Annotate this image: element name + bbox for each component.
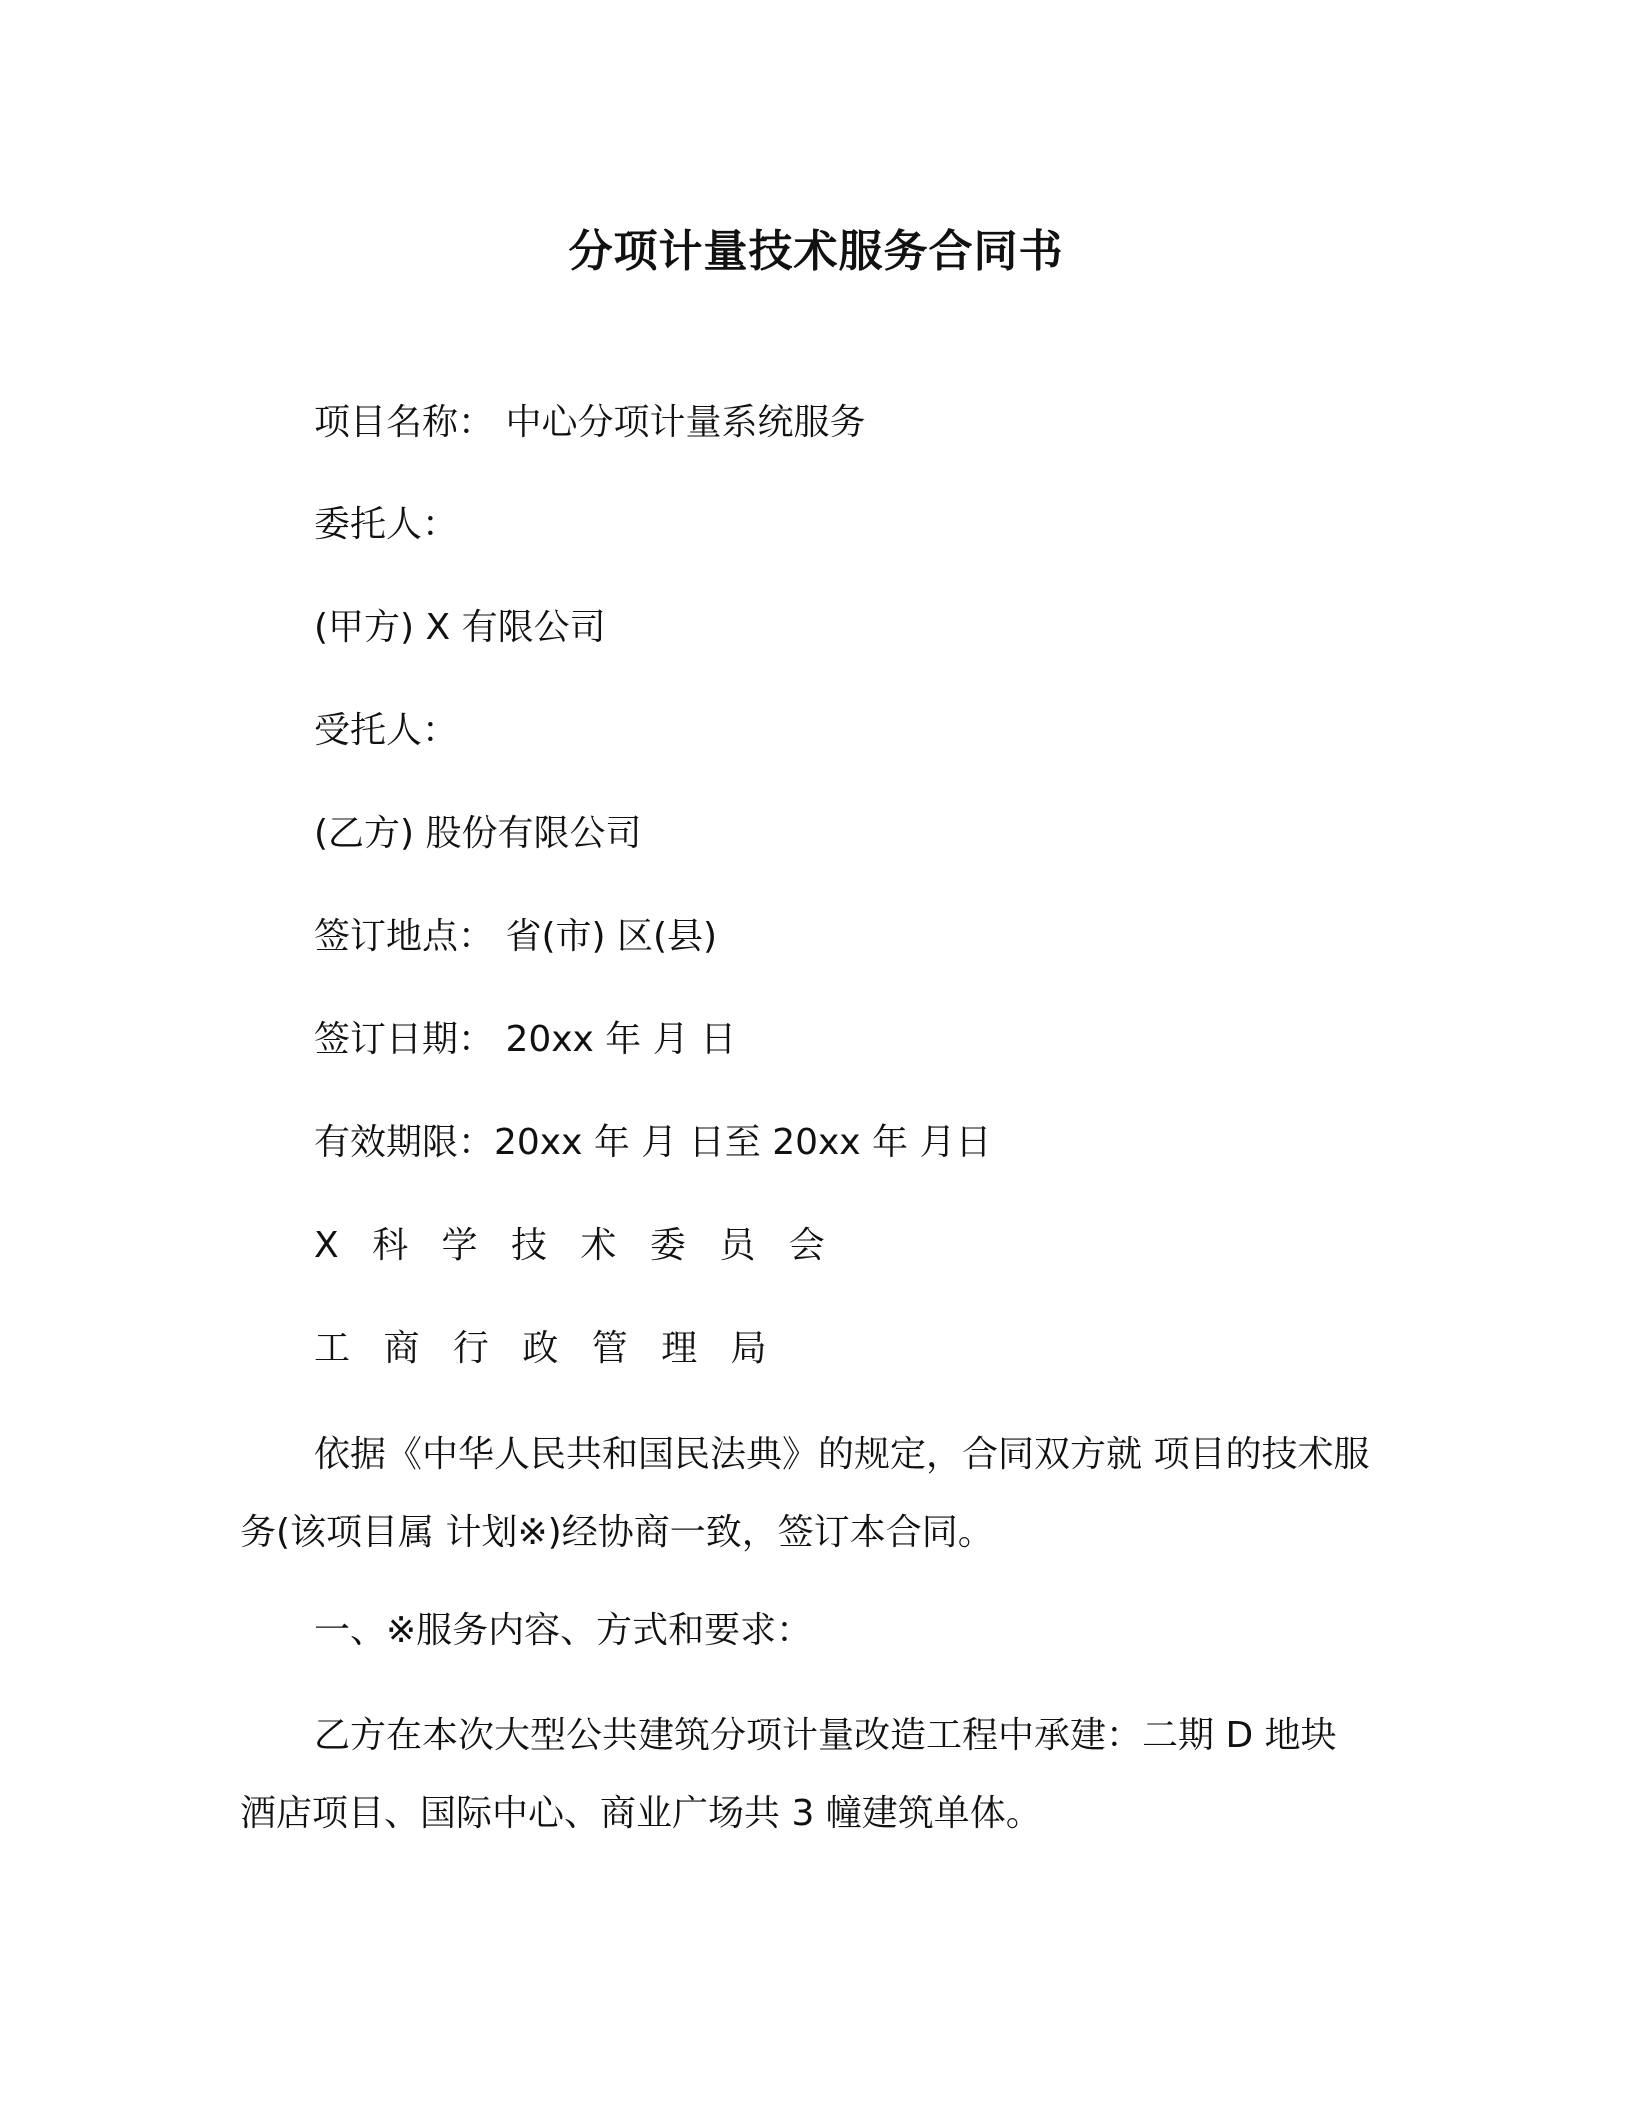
section1-heading: 一、※服务内容、方式和要求： — [314, 1610, 813, 1651]
section1-body-paragraph: 乙方在本次大型公共建筑分项计量改造工程中承建：二期 D 地块酒店项目、国际中心、商业广场共 3 幢建筑单体。 — [240, 1715, 1337, 1834]
signing-date-line: 签订日期： 20xx 年 月 日 — [314, 1019, 737, 1060]
contractor-label: 受托人： — [314, 710, 459, 751]
party-a-line: (甲方) X 有限公司 — [314, 607, 606, 648]
project-name-line: 项目名称： 中心分项计量系统服务 — [314, 402, 866, 443]
client-label: 委托人： — [314, 504, 459, 545]
committee-line: X 科 学 技 术 委 员 会 — [314, 1225, 836, 1266]
preamble-paragraph: 依据《中华人民共和国民法典》的规定，合同双方就 项目的技术服务(该项目属 计划※)经协商一致，签订本合同。 — [240, 1434, 1370, 1553]
document-title: 分项计量技术服务合同书 — [568, 226, 1064, 277]
signing-place-line: 签订地点： 省(市) 区(县) — [314, 916, 718, 957]
bureau-line: 工 商 行 政 管 理 局 — [314, 1328, 778, 1369]
party-b-line: (乙方) 股份有限公司 — [314, 813, 642, 854]
validity-line: 有效期限：20xx 年 月 日至 20xx 年 月日 — [314, 1122, 992, 1163]
